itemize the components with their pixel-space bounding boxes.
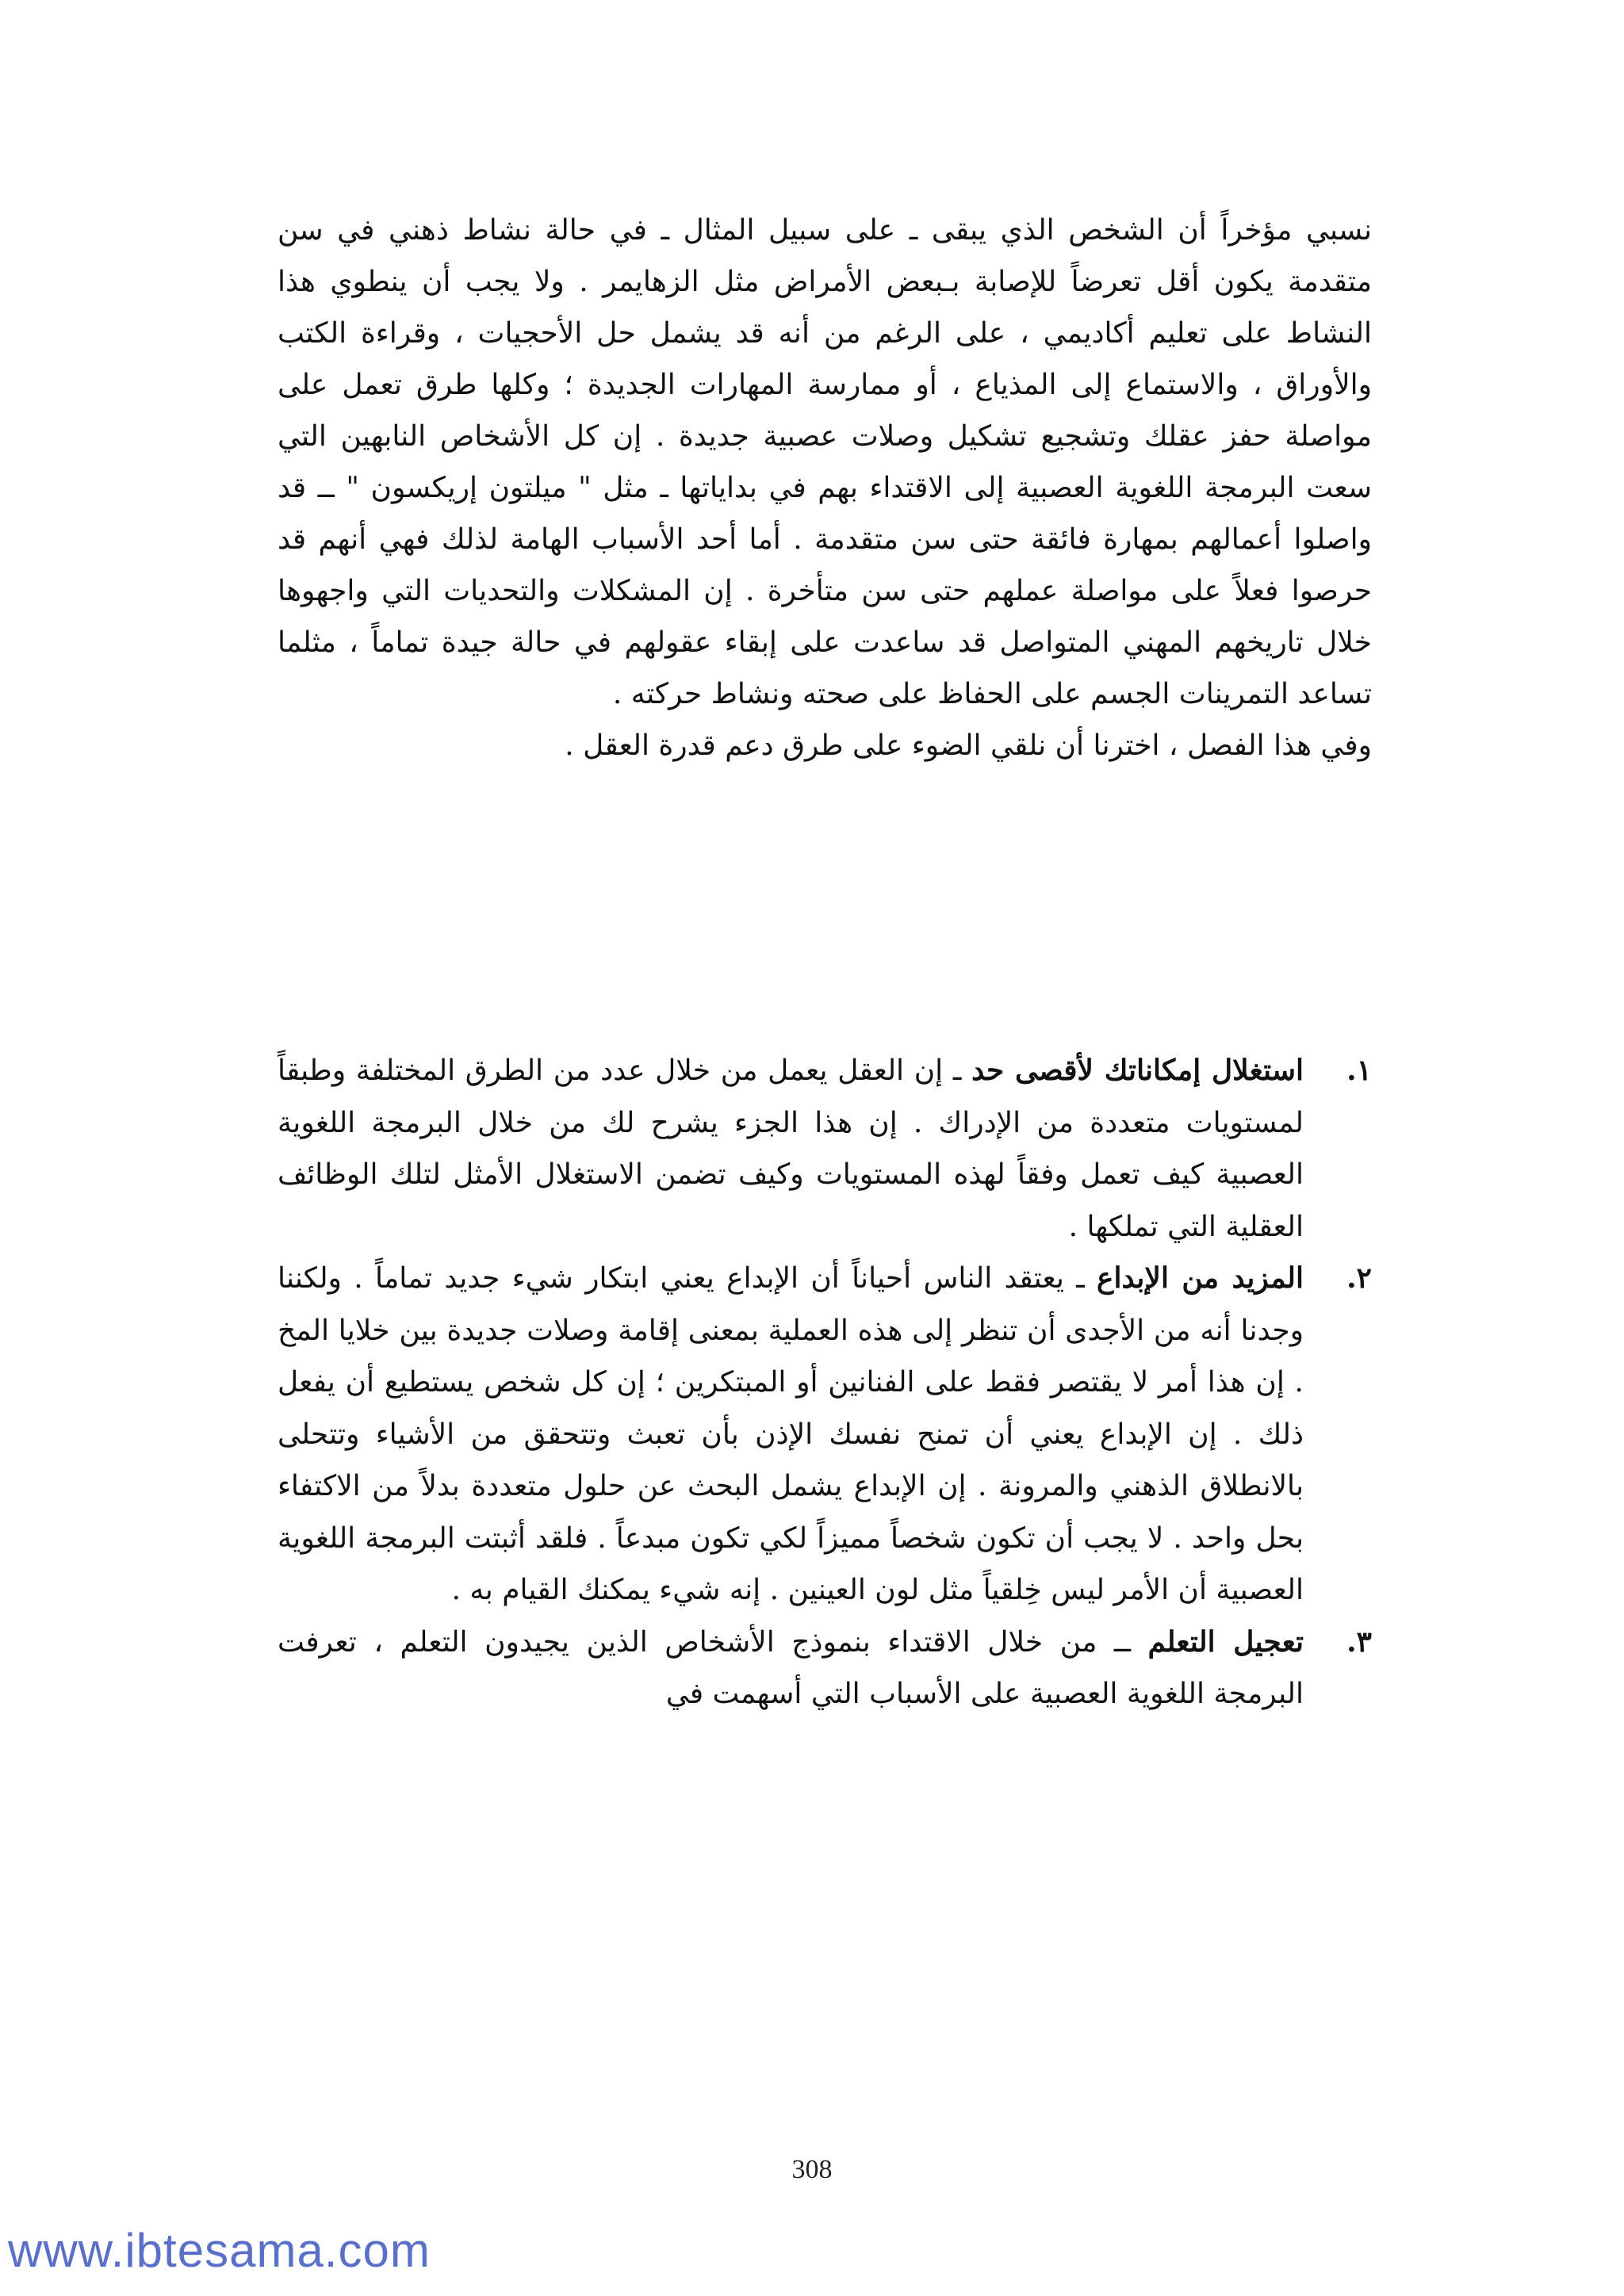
list-item-title: تعجيل التعلم (1147, 1624, 1304, 1659)
list-item (278, 1617, 1372, 1720)
paragraph: نسبي مؤخراً أن الشخص الذي يبقى ـ على سبيل المثال ـ في حالة نشاط ذهني في سن متقدمة يكون أقل تعرضاً للإصابة بـبعض الأمراض مثل الزهايمر . ولا يجب أن ينطوي هذا النشاط على تعليم أكاديمي ، على الرغم من أنه قد يشمل حل الأحجيات ، وقراءة الكتب والأوراق ، والاستماع إلى المذياع ، أو ممارسة المهارات الجديدة ؛ وكلها طرق تعمل على مواصلة حفز عقلك وتشجيع تشكيل وصلات عصبية جديدة . إن كل الأشخاص النابهين التي سعت البرمجة اللغوية العصبية إلى الاقتداء بهم في بداياتها ـ مثل " ميلتون إريكسون " ــ قد واصلوا أعمالهم بمهارة فائقة حتى سن متقدمة . أما أحد الأسباب الهامة لذلك فهي أنهم قد حرصوا فعلاً على مواصلة عملهم حتى سن متأخرة . إن المشكلات والتحديات التي واجهوها خلال تاريخهم المهني المتواصل قد ساعدت على إبقاء عقولهم في حالة جيدة تماماً ، مثلما تساعد التمرينات الجسم على الحفاظ على صحته ونشاط حركته . (278, 214, 1372, 710)
list-item-text: ــ من خلال الاقتداء بنموذج الأشخاص الذين يجيدون التعلم ، تعرفت البرمجة اللغوية العصبية على الأسباب التي أسهمت في (278, 1625, 1304, 1710)
list-item (278, 1045, 1372, 1253)
list-item-number: ٢. (1346, 1261, 1372, 1295)
list-item-text: ـ إن العقل يعمل من خلال عدد من الطرق المختلفة وطبقاً لمستويات متعددة من الإدراك . إن هذا الجزء يشرح لك من خلال البرمجة اللغوية العصبية كيف تعمل وفقاً لهذه المستويات وكيف تضمن الاستغلال الأمثل لتلك الوظائف العقلية التي تملكها . (278, 1054, 1304, 1243)
list-item-number: ١. (1346, 1054, 1372, 1087)
list-item-text: ـ يعتقد الناس أحياناً أن الإبداع يعني ابتكار شيء جديد تماماً . ولكننا وجدنا أنه من الأجدى أن تنظر إلى هذه العملية بمعنى إقامة وصلات جديدة بين خلايا المخ . إن هذا أمر لا يقتصر فقط على الفنانين أو المبتكرين ؛ إن كل شخص يستطيع أن يفعل ذلك . إن الإبداع يعني أن تمنح نفسك الإذن بأن تعبث وتتحقق من الأشياء وتتحلى بالانطلاق الذهني والمرونة . إن الإبداع يشمل البحث عن حلول متعددة بدلاً من الاكتفاء بحل واحد . لا يجب أن تكون شخصاً مميزاً لكي تكون مبدعاً . فلقد أثبتت البرمجة اللغوية العصبية أن الأمر ليس خِلقياً مثل لون العينين . إنه شيء يمكنك القيام به . (278, 1262, 1304, 1606)
body-text (278, 205, 1372, 771)
paragraph: وفي هذا الفصل ، اخترنا أن نلقي الضوء على طرق دعم قدرة العقل . (565, 729, 1372, 762)
list-item-number: ٣. (1346, 1624, 1372, 1659)
list-item-title: المزيد من الإبداع (1097, 1261, 1304, 1295)
page-number: 308 (791, 2155, 833, 2184)
list-item-title: استغلال إمكاناتك لأقصى حد (971, 1054, 1304, 1087)
watermark-url: www.ibtesama.com (8, 2224, 431, 2277)
list-item (278, 1253, 1372, 1617)
numbered-list (278, 1045, 1372, 1720)
